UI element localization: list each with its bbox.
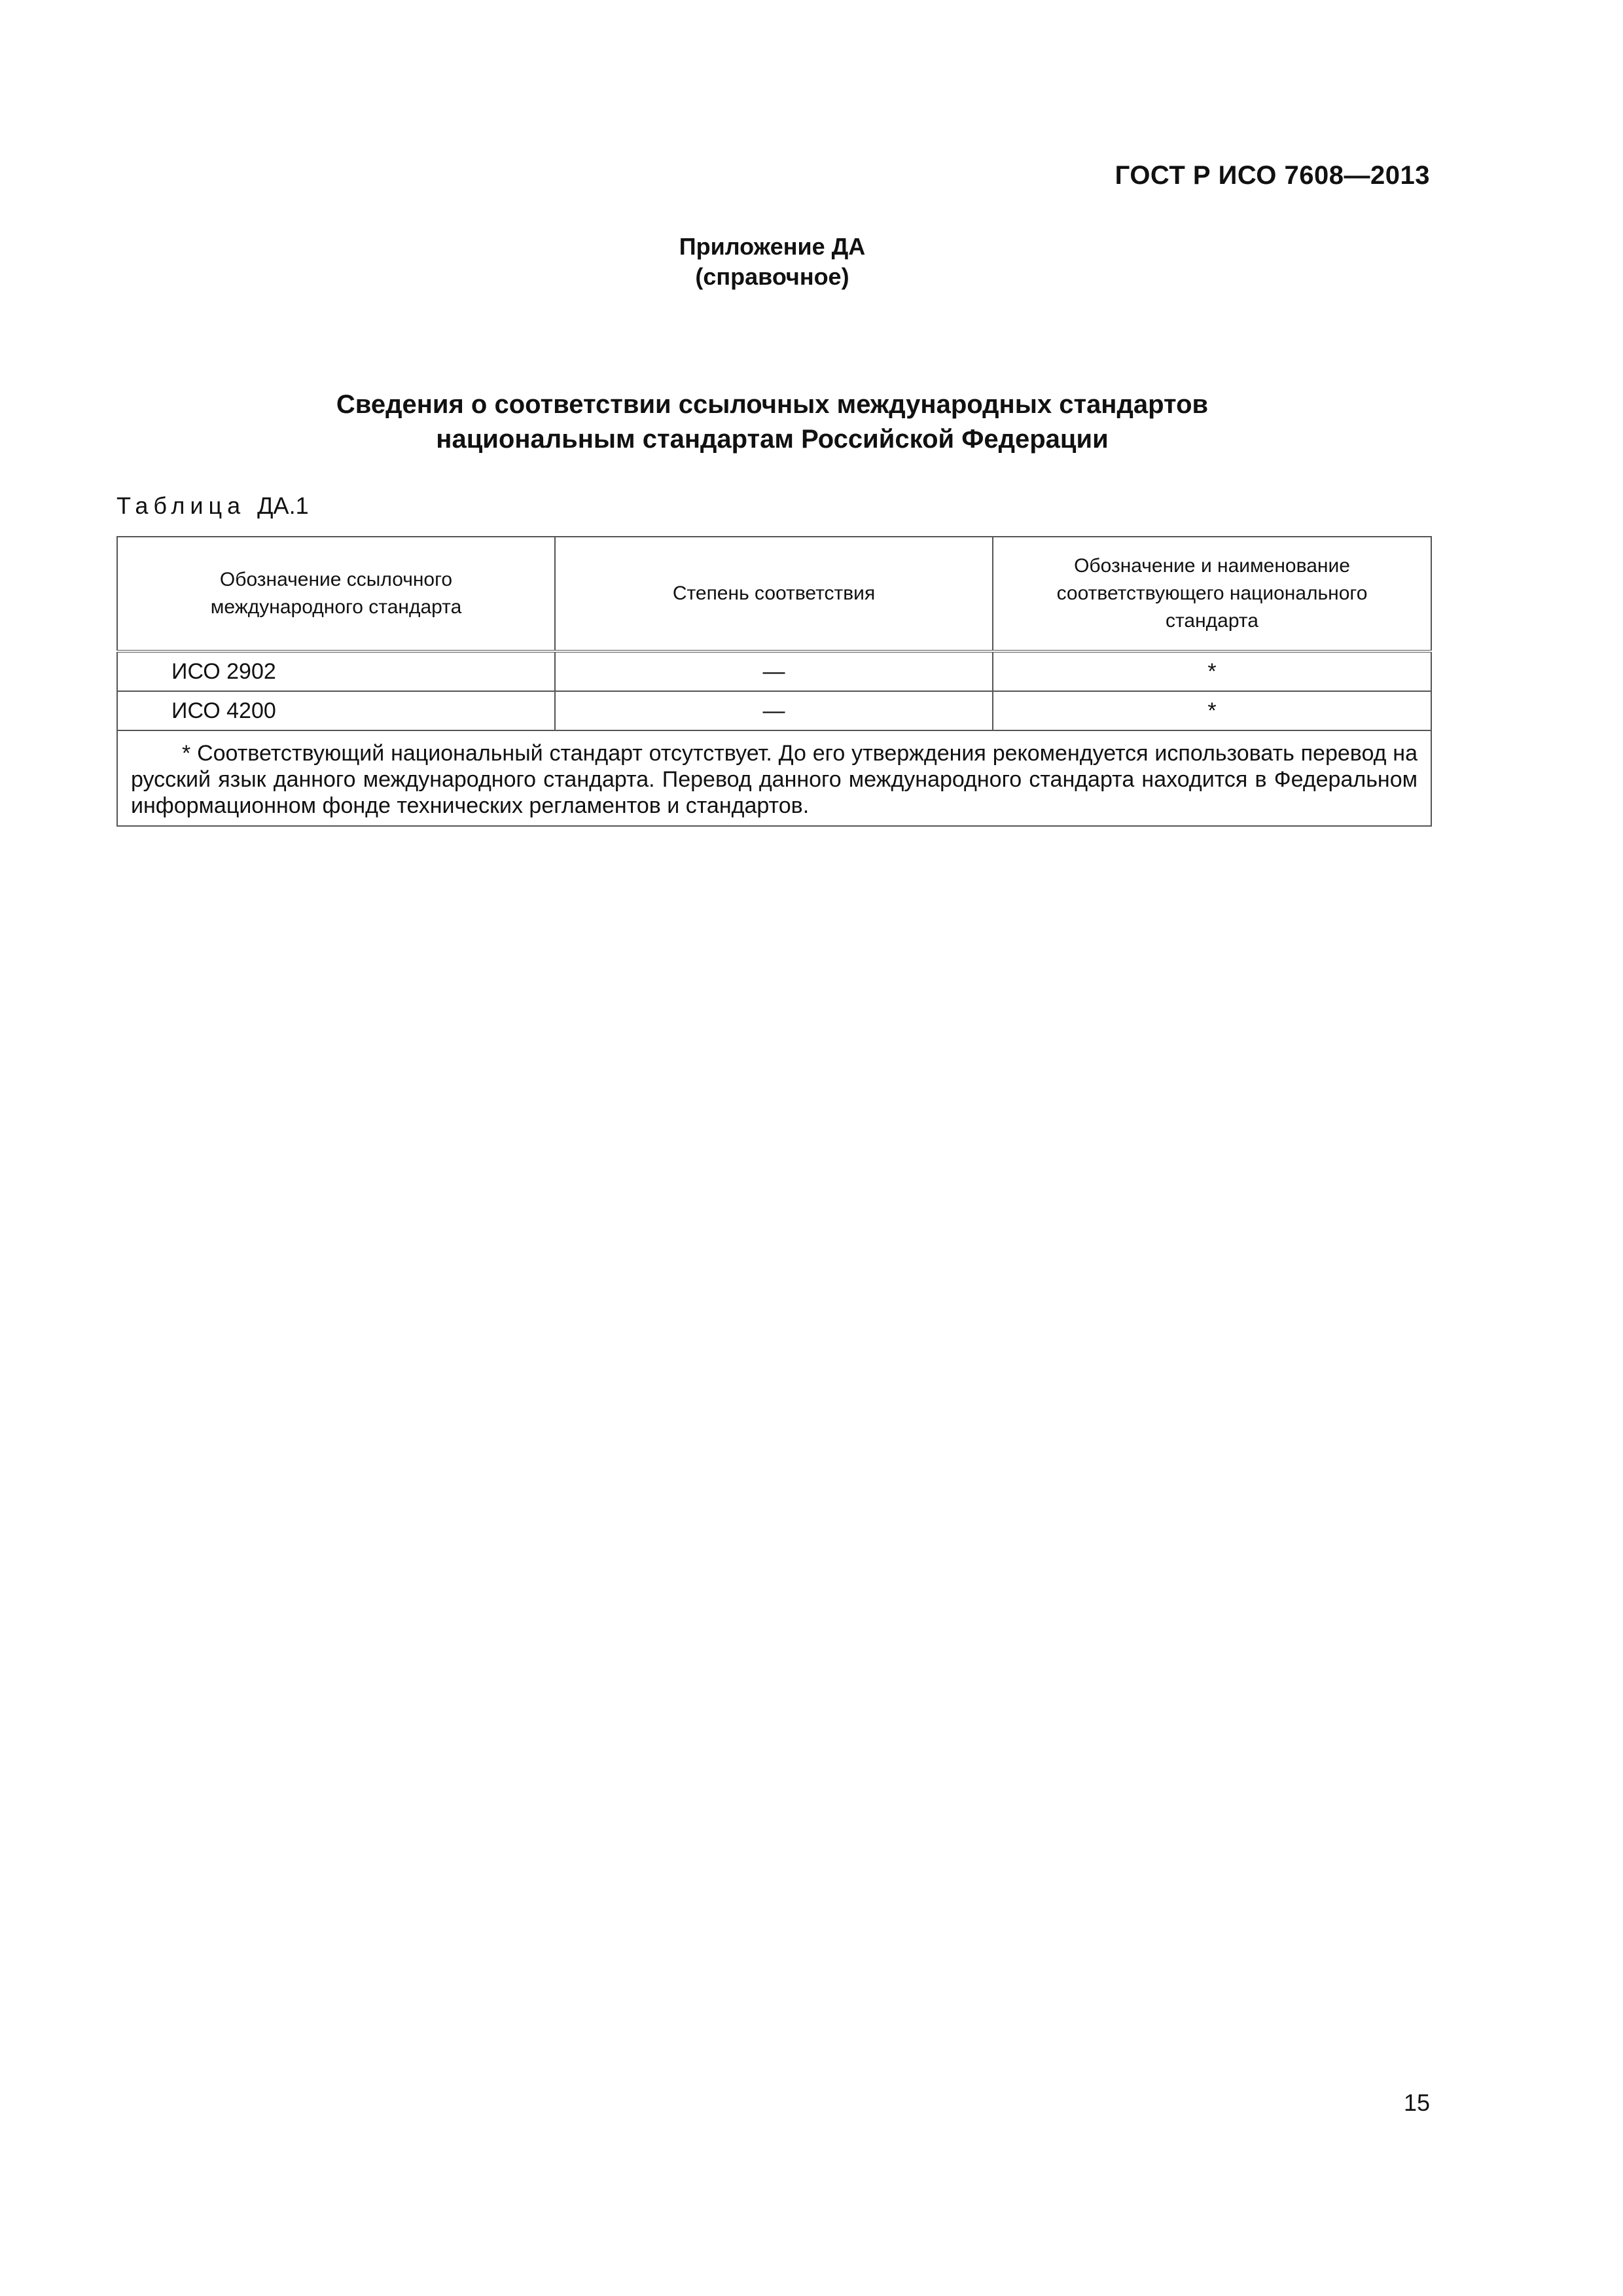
cell-reference-code: ИСО 4200: [117, 691, 555, 730]
annex-title-line-1: Сведения о соответствии ссылочных международных стандартов: [336, 390, 1209, 419]
document-standard-header: ГОСТ Р ИСО 7608—2013: [1115, 161, 1430, 190]
table-row: [117, 651, 1431, 691]
annex-heading: [0, 232, 1544, 292]
column-header-reference-standard: Обозначение ссылочного международного стандарта: [117, 537, 555, 651]
table-header-row: [117, 537, 1431, 651]
annex-label: Приложение ДА: [679, 233, 866, 260]
table-note-row: [117, 730, 1431, 826]
correspondence-table: [116, 536, 1432, 827]
annex-title: [0, 387, 1544, 457]
cell-national-standard: *: [993, 651, 1431, 691]
page-number: 15: [1403, 2089, 1430, 2116]
table-caption-word: Таблица: [116, 492, 246, 519]
table-footnote: * Соответствующий национальный стандарт отсутствует. До его утверждения рекомендуется использовать перевод на русский язык данного международного стандарта. Перевод данного международного стандарта находится в Федеральном информационном фонде технических регламентов и стандартов.: [117, 730, 1431, 826]
table-row: [117, 691, 1431, 730]
cell-national-standard: *: [993, 691, 1431, 730]
table-caption: [116, 492, 309, 520]
annex-status: (справочное): [695, 263, 849, 290]
cell-degree: —: [555, 651, 993, 691]
annex-title-line-2: национальным стандартам Российской Федерации: [436, 425, 1109, 454]
column-header-degree: Степень соответствия: [555, 537, 993, 651]
cell-degree: —: [555, 691, 993, 730]
cell-reference-code: ИСО 2902: [117, 651, 555, 691]
column-header-national-standard: Обозначение и наименование соответствующего национального стандарта: [993, 537, 1431, 651]
table-caption-number: ДА.1: [257, 492, 309, 519]
